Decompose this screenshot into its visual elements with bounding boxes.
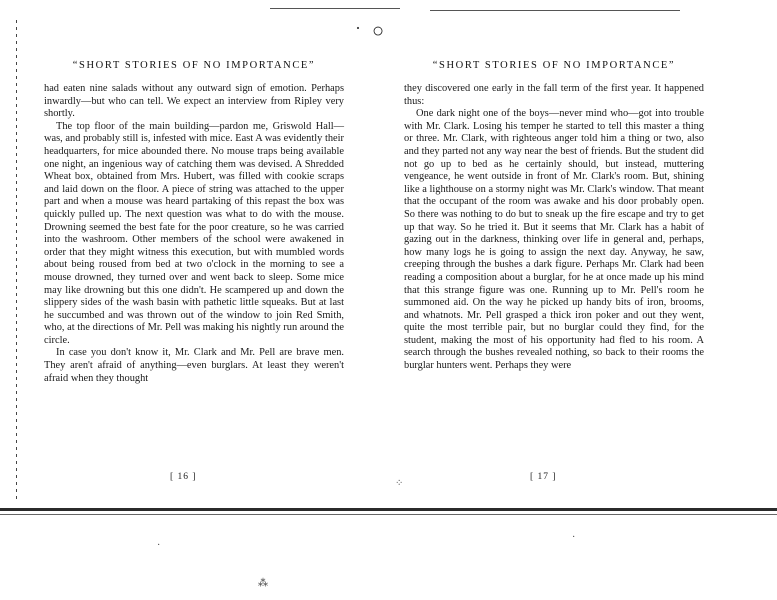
scan-left-edge [16,20,17,500]
paragraph: The top floor of the main building—pardon me, Griswold Hall—was, and probably still is, infested with mice. East A was evidently their headquarters, for mice abounded there. No mouse traps being available one night, an ingenious way of catching them was devised. A Shredded Wheat box, obtained from Mrs. Hubert, was filled with cookie scraps and laid down on the floor. A piece of string was attached to the upper part and when a mouse was heard partaking of this repast the box was quickly pulled up. The next question was what to do with the mouse. Drowning seemed the best fate for the poor creature, so he was carried into the washroom. Other members of the school were awakened in order that they might witness this execution, but with mumbled words about being roused from bed at two o'clock in the morning to see a mouse drowned, they turned over and went back to sleep. Some mice may like drowning but this one didn't. He scampered up and down the slippery sides of the wash basin with pathetic little squeaks. But at last he succumbed and was thrown out of the window to join Red Smith, who, at the directions of Mr. Pell was making his nightly run around the circle. [44,120,344,346]
left-page [44,60,344,385]
gutter-ring-mark: ○ [372,20,385,42]
scan-top-edge [270,8,400,9]
right-page-number: [ 17 ] [530,472,557,482]
left-running-head: “SHORT STORIES OF NO IMPORTANCE” [72,60,316,71]
scan-bottom-edge [0,508,777,511]
left-body-text [44,83,344,385]
left-page-number: [ 16 ] [170,472,197,482]
scan-speck: · [572,532,576,543]
paragraph: One dark night one of the boys—never mind who—got into trouble with Mr. Clark. Losing his temper he started to tell this master a thing or three. Mr. Clark, with righteous anger told him a thing or two, also and they parted not any way near the best of friends. But the student did not go up to bed as he certainly should, but instead, muttering vengeance, he went outside in front of Mr. Clark's room. But, shining like a lighthouse on a stormy night was Mr. Clark's window. That meant that the occupant of the room was awake and his door probably open. So there was nothing to do but to sneak up the fire escape and try to get up that way. So he tried it. But it seems that Mr. Clark has a habit of gazing out in the darkness, thinking over life in general and, perhaps, how many logs he is going to assign the next day. Anyway, he saw, creeping through the bushes a dark figure. Perhaps Mr. Clark had been reading a composition about a burglar, for he at once made up his mind that this strange figure was one. Running up to Mr. Pell's room he summoned aid. On the way he picked up handy bits of iron, brooms, and whatnots. Mr. Pell grasped a thick iron poker and out they went, quite the most terrible pair, but no burglar could they find, for the student, making the most of his opportunity had fled to his room. A search through the bushes revealed nothing, so back to their rooms the burglar hunters went. Perhaps they were [404,108,704,372]
right-running-head: “SHORT STORIES OF NO IMPORTANCE” [432,60,676,71]
right-body-text [404,83,704,373]
right-page [404,60,704,373]
scan-speck: ⁂ [258,578,268,589]
paragraph: had eaten nine salads without any outward sign of emotion. Perhaps inwardly—but who can tell. We expect an interview from Ripley very shortly. [44,83,344,120]
gutter-speck: · [355,18,361,38]
scan-speck: ⁘ [395,478,404,489]
scan-bottom-edge [0,514,777,515]
scan-speck: · [157,540,161,551]
paragraph: In case you don't know it, Mr. Clark and Mr. Pell are brave men. They aren't afraid of anything—even burglars. At least they weren't afraid when they thought [44,347,344,384]
scan-top-edge [430,10,680,11]
paragraph: they discovered one early in the fall term of the first year. It happened thus: [404,83,704,107]
